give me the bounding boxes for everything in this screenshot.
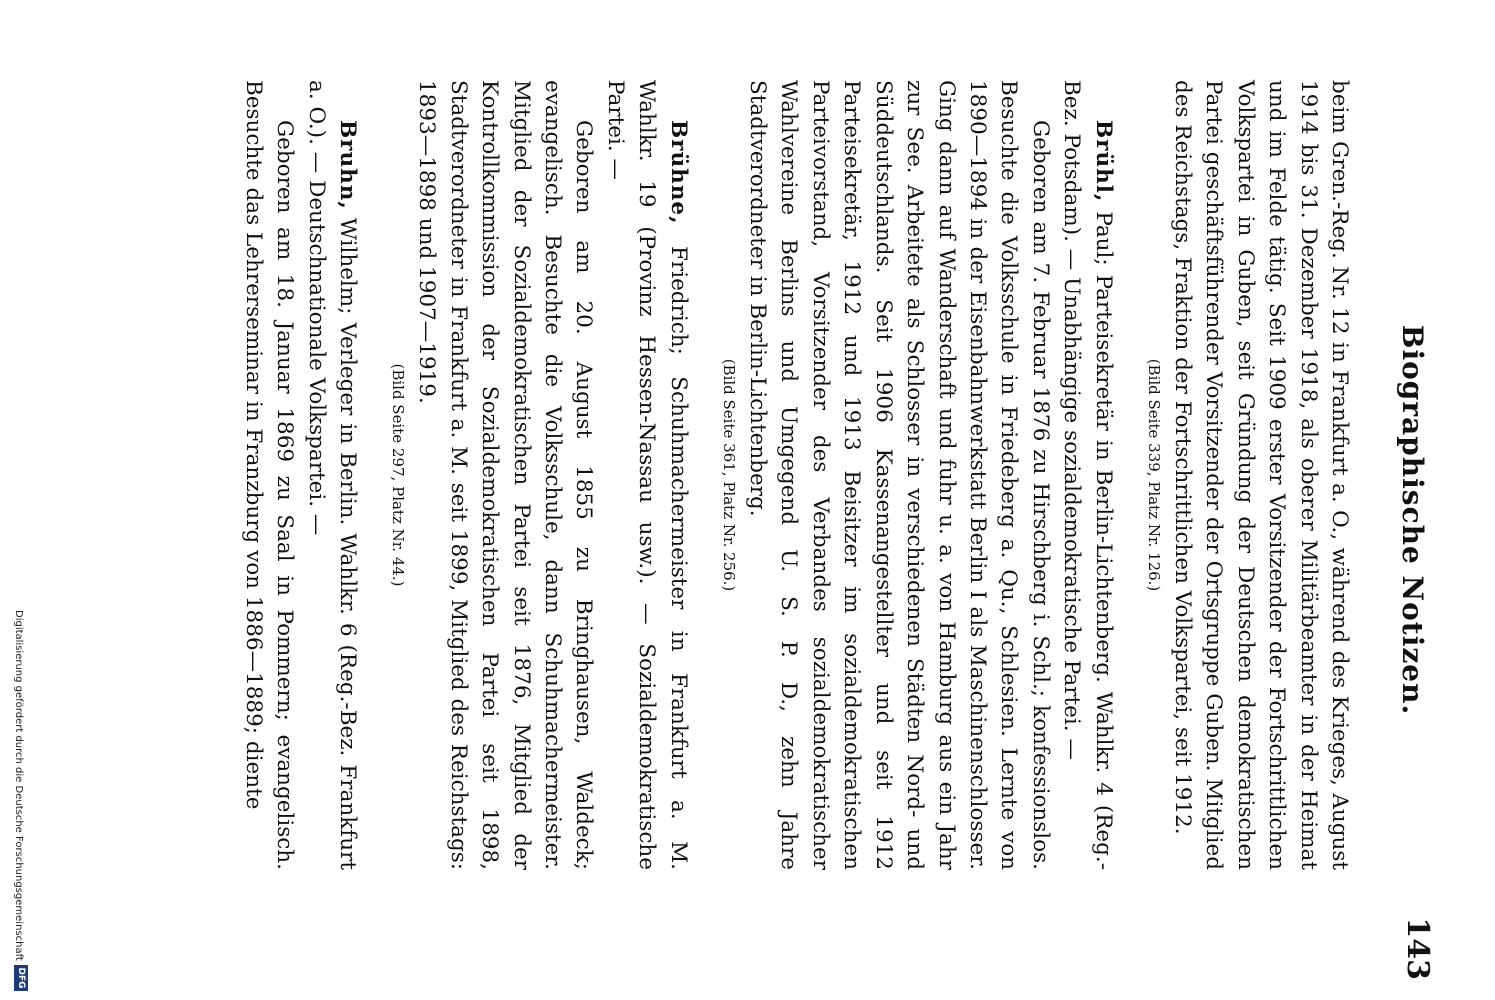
running-title: Biographische Notizen. — [1396, 324, 1429, 716]
entry-biography-text: Geboren am 20. August 1855 zu Bringhausen, Waldeck; evangelisch. Besuchte die Volksschule, dann Schuhmachermeister. Mitglied der Sozialdemokratischen Partei seit 1876, Mitglied der Kontrollkommission der Sozialdemokratischen Partei seit 1898, Stadtverordneter in Frankfurt a. M. seit 1899, Mitglied des Reichstags: 1893—1898 und 1907—1919. — [414, 80, 597, 870]
entry-header — [300, 80, 363, 870]
entry-name: Bruhn, — [335, 120, 361, 210]
entry-header-text: Friedrich; Schuhmachermeister in Frankfurt a. M. Wahlkr. 19 (Provinz Hessen-Nassau usw.). — Sozialdemokratische Partei. — — [602, 80, 691, 870]
entry-header — [1056, 80, 1119, 870]
entry-continuation-text: beim Gren.-Reg. Nr. 12 in Frankfurt a. O., während des Krieges, August 1914 bis 31. Dezember 1918, als oberer Militärbeamter in der Heimat und im Felde tätig. Seit 1909 erster Vorsitzender der Fortschrittlichen Volkspartei in Guben, seit Gründung der Deutschen demokratischen Partei geschäftsführender Vorsitzender der Ortsgruppe Guben. Mitglied des Reichstags, Fraktion der Fortschrittlichen Volkspartei, seit 1912. — [1169, 80, 1352, 870]
picture-reference: (Bild Seite 339, Platz Nr. 126.) — [1144, 358, 1163, 592]
page-body — [237, 80, 1355, 870]
entry-header-text: Wilhelm; Verleger in Berlin. Wahlkr. 6 (Reg.-Bez. Frankfurt a. O.). — Deutschnationale Volkspartei. — — [303, 80, 361, 870]
entry-name: Brühl, — [1090, 120, 1116, 203]
page-header — [1375, 60, 1435, 980]
entry-header — [599, 80, 693, 870]
funding-note: Digitalisierung gefördert durch die Deutsche Forschungsgemeinschaft — [13, 610, 24, 961]
picture-reference: (Bild Seite 297, Platz Nr. 44.) — [389, 363, 408, 587]
entry-biography-text: Geboren am 18. Januar 1869 zu Saal in Pommern; evangelisch. Besuchte das Lehrerseminar in Franzburg von 1886—1889; diente — [240, 80, 298, 870]
entry-header-text: Paul; Parteisekretär in Berlin-Lichtenberg. Wahlkr. 4 (Reg.-Bez. Potsdam). — Unabhängige sozialdemokratische Partei. — — [1059, 80, 1116, 870]
page-number: 143 — [1400, 917, 1435, 980]
picture-reference: (Bild Seite 361, Platz Nr. 256.) — [719, 358, 738, 592]
digitization-credit — [0, 0, 30, 1000]
entry-biography-text: Geboren am 7. Februar 1876 zu Hirschberg i. Schl.; konfessionslos. Besuchte die Volksschule in Friedeberg a. Qu., Schlesien. Lernte von 1890—1894 in der Eisenbahnwerkstatt Berlin I als Maschinenschlosser. Ging dann auf Wanderschaft und fuhr u. a. von Hamburg aus ein Jahr zur See. Arbeitete als Schlosser in verschiedenen Städten Nord- und Süddeutschlands. Seit 1906 Kassenangestellter und seit 1912 Parteisekretär, 1912 und 1913 Beisitzer im sozialdemokratischen Parteivorstand, Vorsitzender des Verbandes sozialdemokratischer Wahlvereine Berlins und Umgegend U. S. P. D., zehn Jahre Stadtverordneter in Berlin-Lichtenberg. — [745, 80, 1053, 870]
entry-name: Brühne, — [665, 120, 691, 225]
dfg-logo: DFG — [14, 965, 28, 991]
